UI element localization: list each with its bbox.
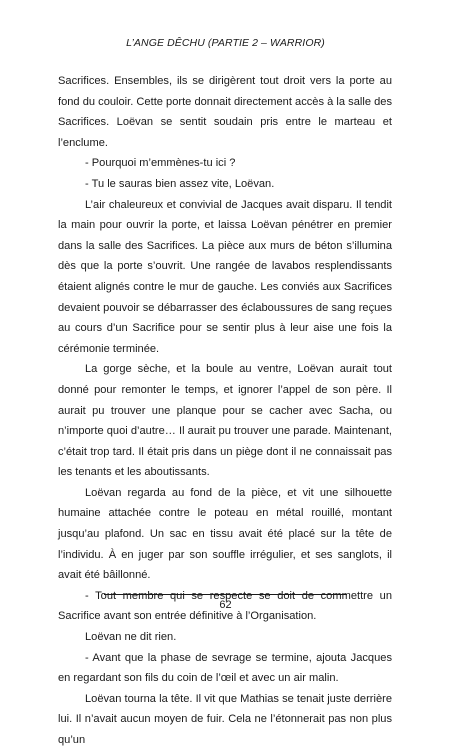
- paragraph: Loëvan ne dit rien.: [85, 631, 177, 644]
- paragraph: Sacrifices. Ensembles, ils se dirigèrent tout droit vers la porte au fond du couloir. Cette porte donnait directement accès à la salle des Sacrifices. Loëvan se sentit soudain pris entre le marteau et l’enclume.: [58, 75, 392, 149]
- dialogue-line: - Avant que la phase de sevrage se termine, ajouta Jacques en regardant son fils du coin de l’œil et avec un air malin.: [58, 651, 392, 685]
- paragraph: Loëvan regarda au fond de la pièce, et vit une silhouette humaine attachée contre le poteau en métal rouillé, montant jusqu’au plafond. Un sac en tissu avait été placé sur la tête de l’individu. À en juger par son souffle irrégulier, et ses sanglots, il avait été bâillonné.: [58, 486, 392, 582]
- paragraph: Loëvan tourna la tête. Il vit que Mathias se tenait juste derrière lui. Il n’avait aucun moyen de fuir. Cela ne l’étonnerait pas non plus qu’un: [58, 692, 392, 746]
- body-text: [58, 71, 392, 751]
- footer-rule: [104, 594, 347, 595]
- dialogue-line: - Pourquoi m’emmènes-tu ici ?: [85, 157, 236, 170]
- dialogue-line: - Tout membre qui se respecte se doit de commettre un Sacrifice avant son entrée définitive à l’Organisation.: [58, 589, 392, 623]
- dialogue-line: - Tu le sauras bien assez vite, Loëvan.: [85, 177, 275, 190]
- running-header: L’ANGE DÊCHU (PARTIE 2 – WARRIOR): [126, 37, 325, 49]
- page-number: 62: [219, 599, 232, 611]
- paragraph: La gorge sèche, et la boule au ventre, Loëvan aurait tout donné pour remonter le temps, et ignorer l’appel de son père. Il aurait pu trouver une planque pour se cacher avec Sacha, ou n’importe quoi d’autre… Il aurait pu trouver une parade. Maintenant, c’était trop tard. Il était pris dans un piège dont il ne connaissait pas les tenants et les aboutissants.: [58, 363, 392, 479]
- paragraph: L’air chaleureux et convivial de Jacques avait disparu. Il tendit la main pour ouvrir la porte, et laissa Loëvan pénétrer en premier dans la salle des Sacrifices. La pièce aux murs de béton s’illumina dès que la porte s’ouvrit. Une rangée de lavabos resplendissants étaient alignés contre le mur de gauche. Les conviés aux Sacrifices devaient pouvoir se débarrasser des éclaboussures de sang reçues au cours d’un Sacrifice pour se sentir plus à leur aise une fois la cérémonie terminée.: [58, 198, 392, 355]
